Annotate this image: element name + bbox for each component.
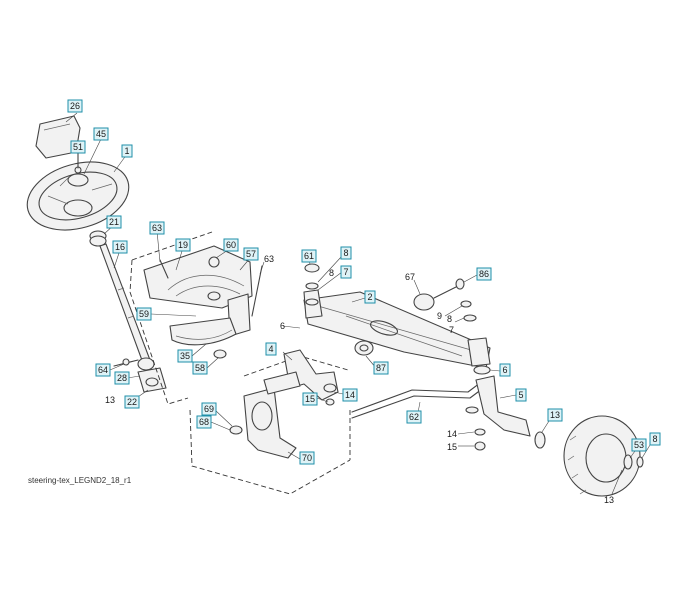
label-8-plain: 8 [329, 268, 335, 278]
callout-8-wheel[interactable] [650, 433, 660, 445]
svg-text:13: 13 [549, 410, 561, 420]
callout-62[interactable] [407, 411, 421, 423]
callout-2[interactable] [365, 291, 375, 303]
pitman-bracket-part [230, 388, 296, 458]
front-wheel-part [535, 416, 643, 496]
svg-text:26: 26 [69, 101, 81, 111]
callout-14-boxed[interactable] [343, 389, 357, 401]
svg-text:6: 6 [502, 365, 508, 375]
svg-text:64: 64 [97, 365, 109, 375]
svg-text:45: 45 [95, 129, 107, 139]
svg-text:69: 69 [203, 404, 215, 414]
callout-58[interactable] [193, 362, 207, 374]
label-7-right: 7 [449, 325, 455, 335]
svg-text:59: 59 [138, 309, 150, 319]
left-spindle-part [304, 264, 322, 318]
callout-13-boxed[interactable] [548, 409, 562, 421]
svg-text:63: 63 [151, 223, 163, 233]
svg-text:53: 53 [633, 440, 645, 450]
callout-63-boxed[interactable] [150, 222, 164, 234]
callout-26[interactable] [68, 100, 82, 112]
right-spindle-arm-part [466, 376, 530, 436]
svg-text:70: 70 [301, 453, 313, 463]
svg-text:19: 19 [177, 240, 189, 250]
svg-text:7: 7 [343, 267, 349, 277]
callout-69[interactable] [202, 403, 216, 415]
callout-8-top[interactable] [341, 247, 351, 259]
svg-text:35: 35 [179, 351, 191, 361]
svg-text:4: 4 [268, 344, 274, 354]
callout-61[interactable] [302, 250, 316, 262]
callout-22[interactable] [125, 396, 139, 408]
svg-text:2: 2 [367, 292, 373, 302]
callout-45[interactable] [94, 128, 108, 140]
svg-text:16: 16 [114, 242, 126, 252]
label-67: 67 [405, 272, 416, 282]
svg-text:28: 28 [116, 373, 128, 383]
callout-86[interactable] [477, 268, 491, 280]
label-13-bottom: 13 [604, 495, 615, 505]
callout-21[interactable] [107, 216, 121, 228]
callout-87[interactable] [374, 362, 388, 374]
svg-text:15: 15 [304, 394, 316, 404]
callout-70[interactable] [300, 452, 314, 464]
svg-text:8: 8 [343, 248, 349, 258]
lower-hardware-part [475, 429, 485, 450]
axle-pivot-bolt-part [414, 279, 464, 310]
svg-text:14: 14 [344, 390, 356, 400]
svg-text:21: 21 [108, 217, 120, 227]
svg-text:60: 60 [225, 240, 237, 250]
svg-text:68: 68 [198, 417, 210, 427]
callout-60[interactable] [224, 239, 238, 251]
callout-19[interactable] [176, 239, 190, 251]
label-9: 9 [437, 311, 443, 321]
callout-1[interactable] [122, 145, 132, 157]
steering-shaft-part [100, 244, 150, 363]
callout-53[interactable] [632, 439, 646, 451]
callout-16[interactable] [113, 241, 127, 253]
svg-text:86: 86 [478, 269, 490, 279]
svg-text:5: 5 [518, 390, 524, 400]
callout-6-boxed[interactable] [500, 364, 510, 376]
svg-text:51: 51 [72, 142, 84, 152]
label-63-plain: 63 [264, 254, 275, 264]
callout-59[interactable] [137, 308, 151, 320]
label-14: 14 [447, 429, 458, 439]
callout-15-boxed[interactable] [303, 393, 317, 405]
svg-text:61: 61 [303, 251, 315, 261]
callout-57[interactable] [244, 248, 258, 260]
svg-text:62: 62 [408, 412, 420, 422]
callout-5[interactable] [516, 389, 526, 401]
callout-35[interactable] [178, 350, 192, 362]
svg-text:58: 58 [194, 363, 206, 373]
callout-68[interactable] [197, 416, 211, 428]
callout-51[interactable] [71, 141, 85, 153]
svg-text:57: 57 [245, 249, 257, 259]
svg-text:1: 1 [124, 146, 130, 156]
svg-text:22: 22 [126, 397, 138, 407]
callout-7-boxed[interactable] [341, 266, 351, 278]
svg-text:8: 8 [652, 434, 658, 444]
steering-bushing-part [90, 231, 106, 246]
callout-28[interactable] [115, 372, 129, 384]
diagram-caption: steering-tex_LEGND2_18_r1 [28, 476, 132, 485]
label-6-left: 6 [280, 321, 286, 331]
callout-64[interactable] [96, 364, 110, 376]
svg-text:87: 87 [375, 363, 387, 373]
label-15: 15 [447, 442, 458, 452]
label-8-right: 8 [447, 314, 453, 324]
label-13-left: 13 [105, 395, 116, 405]
callout-4[interactable] [266, 343, 276, 355]
axle-bushing-part [355, 341, 373, 355]
